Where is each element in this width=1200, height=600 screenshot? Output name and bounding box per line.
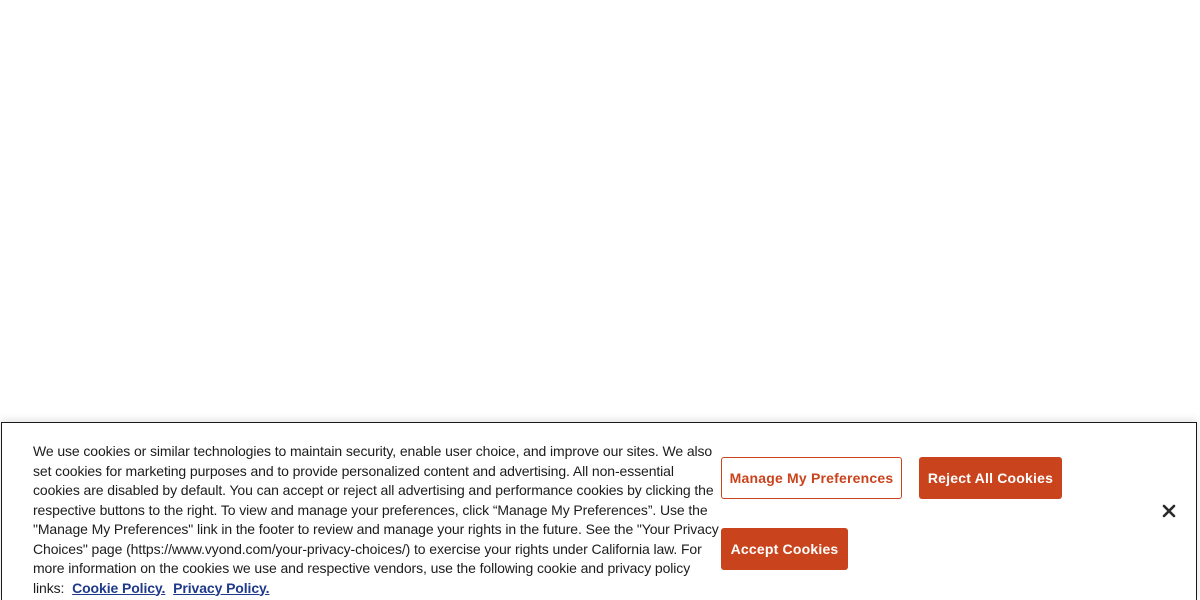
privacy-policy-link[interactable]: Privacy Policy. xyxy=(173,579,270,596)
reject-all-cookies-button[interactable]: Reject All Cookies xyxy=(919,457,1062,499)
close-banner-button[interactable] xyxy=(1157,501,1181,525)
cookie-policy-link[interactable]: Cookie Policy. xyxy=(72,579,166,596)
manage-preferences-button[interactable]: Manage My Preferences xyxy=(721,457,902,499)
cookie-consent-banner xyxy=(1,422,1197,600)
cookie-notice-body: We use cookies or similar technologies to maintain security, enable user choice, and improve our sites. We also set cookies for marketing purposes and to provide personalized content and advertising. All non-essential cookies are disabled by default. You can accept or reject all advertising and performance cookies by clicking the respective buttons to the right. To view and manage your preferences, click “Manage My Preferences”. Use the "Manage My Preferences" link in the footer to review and manage your rights in the future. See the "Your Privacy Choices" page (https://www.vyond.com/your-privacy-choices/) to exercise your rights under California law. For more information on the cookies we use and respective vendors, use the following cookie and privacy policy links: xyxy=(33,443,719,596)
close-icon xyxy=(1162,504,1176,523)
cookie-policy-text xyxy=(33,442,721,598)
accept-cookies-button[interactable]: Accept Cookies xyxy=(721,528,848,570)
